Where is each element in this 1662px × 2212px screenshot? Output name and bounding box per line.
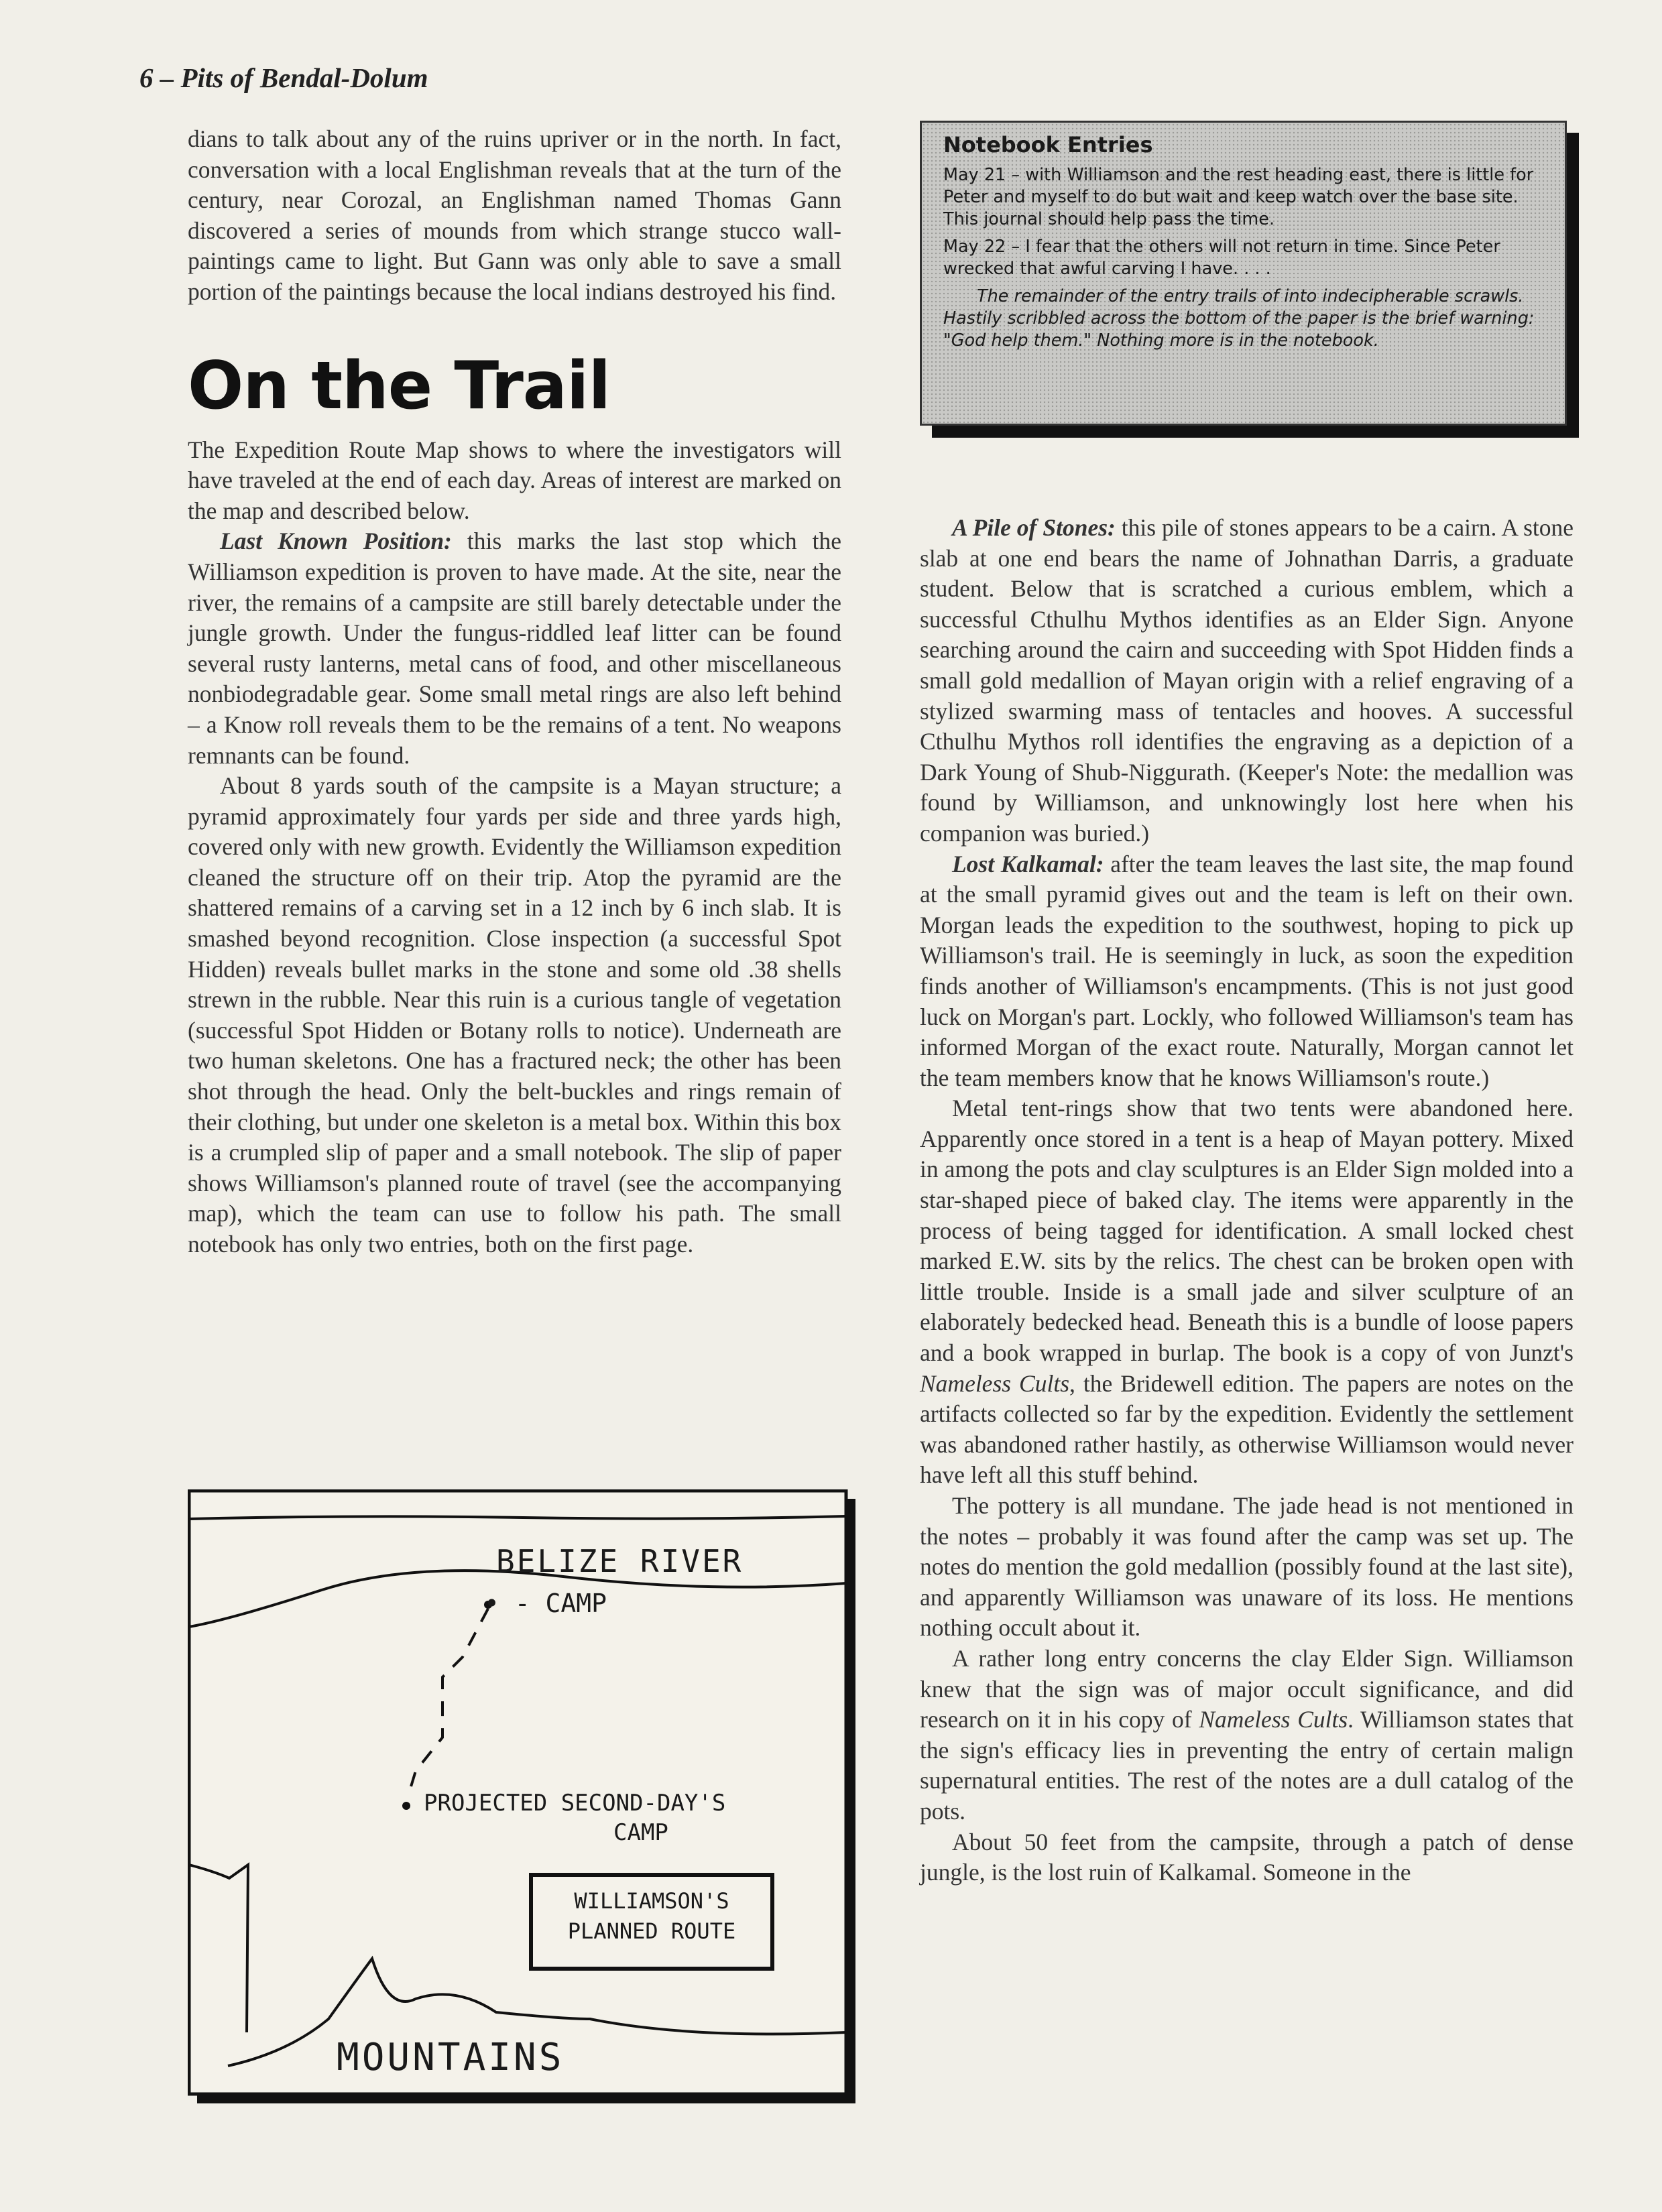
- pottery-paragraph: The pottery is all mundane. The jade head is not mentioned in the notes – probably it was found after the camp was set up. The notes do mention the gold medallion (possibly found at the last site), and apparently Williamson was unaware of its loss. He mentions nothing occult about it.: [920, 1492, 1574, 1642]
- notebook-note: The remainder of the entry trails of into indecipherable scrawls. Hastily scribbled across the bottom of the paper is the brief warning: "God help them." Nothing more is in the notebook.: [943, 286, 1535, 351]
- projected-camp-label-line2: CAMP: [613, 1819, 668, 1846]
- pile-of-stones-text: this pile of stones appears to be a cairn. A stone slab at one end bears the name of Johnathan Darris, a graduate student. Below that is scratched a curious emblem, which a successful Cthulhu Mythos identifies as an Elder Sign. Anyone searching around the cairn and succeeding with Spot Hidden finds a small gold medallion of Mayan origin with a relief engraving of a stylized swarming mass of tentacles and hooves. A successful Cthulhu Mythos roll identifies the engraving as a depiction of a Dark Young of Shub-Niggurath. (Keeper's Note: the medallion was found by Williamson, and unknowingly lost here when his companion was buried.): [920, 514, 1574, 847]
- lost-kalkamal-paragraph: [920, 849, 1574, 1094]
- second-camp-marker: [402, 1802, 410, 1810]
- left-column: [188, 124, 841, 1260]
- nameless-cults-title-2: Nameless Cults: [1199, 1706, 1348, 1733]
- pile-of-stones-paragraph: [920, 513, 1574, 849]
- route-label-line1: WILLIAMSON'S: [574, 1888, 729, 1914]
- metal-tent-text-after: , the Bridewell edition. The papers are notes on the artifacts collected so far by the expedition. Evidently the settlement was abandoned rather hastily, as otherwise Williamson would never have left all this stuff behind.: [920, 1369, 1574, 1489]
- section-title: On the Trail: [188, 347, 611, 424]
- last-known-text: this marks the last stop which the Williamson expedition is proven to have made. At the site, near the river, the remains of a campsite are still barely detectable under the jungle growth. Under the fungus-riddled leaf litter can be found several rusty lanterns, metal cans of food, and other miscellaneous nonbiodegradable gear. Some small metal rings are also left behind – a Know roll reveals them to be the remains of a tent. No weapons remnants can be found.: [188, 528, 841, 769]
- notebook-entry-2: May 22 – I fear that the others will not return in time. Since Peter wrecked that awful carving I have. . . .: [943, 237, 1500, 279]
- last-known-paragraph: [188, 526, 841, 771]
- notebook-entry-1: May 21 – with Williamson and the rest heading east, there is little for Peter and myself to do but wait and keep watch over the base site. This journal should help pass the time.: [943, 165, 1534, 229]
- lost-kalkamal-text: after the team leaves the last site, the map found at the small pyramid gives out and the team is left on their own. Morgan leads the expedition to the southwest, hoping to pick up Williamson's trail. He is seemingly in luck, as soon the expedition finds another of Williamson's encampments. (This is not just good luck on Morgan's part. Lockly, who followed Williamson's team has informed Morgan of the exact route. Naturally, Morgan cannot let the team members know that he knows Williamson's route.): [920, 850, 1574, 1091]
- river-label: BELIZE RIVER: [496, 1543, 744, 1579]
- elder-sign-text-after: . Williamson states that the sign's efficacy lies in preventing the entry of certain malign supernatural entities. The rest of the notes are a dull catalog of the pots.: [920, 1706, 1574, 1825]
- elder-sign-text-before: A rather long entry concerns the clay Elder Sign. Williamson knew that the sign was of major occult significance, and did research on it in his copy of: [920, 1644, 1574, 1733]
- route-paragraph: The Expedition Route Map shows to where the investigators will have traveled at the end of each day. Areas of interest are marked on the map and described below.: [188, 436, 841, 524]
- right-column: [920, 513, 1574, 1888]
- route-label-line2: PLANNED ROUTE: [567, 1918, 736, 1944]
- metal-tent-text-before: Metal tent-rings show that two tents were abandoned here. Apparently once stored in a tent is a heap of Mayan pottery. Mixed in among the pots and clay sculptures is an Elder Sign molded into a star-shaped piece of baked clay. The items were apparently in the process of being tagged for identification. A small locked chest marked E.W. sits by the relics. The chest can be broken open with little trouble. Inside is a small jade and silver sculpture of an elaborately bedecked head. Beneath this is a bundle of loose papers and a book wrapped in burlap. The book is a copy of von Junzt's: [920, 1095, 1574, 1367]
- page-header: 6 – Pits of Bendal-Dolum: [139, 62, 428, 93]
- intro-paragraph: dians to talk about any of the ruins upriver or in the north. In fact, conversation with a local Englishman reveals that at the turn of the century, near Corozal, an Englishman named Thomas Gann discovered a series of mounds from which strange stucco wall-paintings came to light. But Gann was only able to save a small portion of the paintings because the local indians destroyed his find.: [188, 125, 841, 305]
- camp-label: • - CAMP: [484, 1589, 607, 1618]
- last-paragraph: About 50 feet from the campsite, through a patch of dense jungle, is the lost ruin of Kalkamal. Someone in the: [920, 1828, 1574, 1886]
- notebook-panel: [920, 121, 1567, 426]
- pyramid-paragraph: About 8 yards south of the campsite is a Mayan structure; a pyramid approximately four yards per side and three yards high, covered only with new growth. Evidently the Williamson expedition cleaned the structure off on their trip. Atop the pyramid are the shattered remains of a carving set in a 12 inch by 6 inch slab. It is smashed beyond recognition. Close inspection (a successful Spot Hidden) reveals bullet marks in the stone and some old .38 shells strewn in the rubble. Near this ruin is a curious tangle of vegetation (successful Spot Hidden or Botany rolls to notice). Underneath are two human skeletons. One has a fractured neck; the other has been shot through the head. Only the belt-buckles and rings remain of their clothing, but under one skeleton is a metal box. Within this box is a crumpled slip of paper and a small notebook. The slip of paper shows Williamson's planned route of travel (see the accompanying map), which the team can use to follow his path. The small notebook has only two entries, both on the first page.: [188, 772, 841, 1257]
- notebook-title: Notebook Entries: [943, 132, 1153, 158]
- elder-sign-paragraph: [920, 1644, 1574, 1827]
- mountains-label: MOUNTAINS: [337, 2036, 565, 2079]
- metal-tent-paragraph: [920, 1093, 1574, 1491]
- projected-camp-label-line1: PROJECTED SECOND-DAY'S: [424, 1790, 726, 1817]
- route-map: [188, 1489, 858, 2106]
- last-known-lead: Last Known Position:: [220, 528, 452, 555]
- notebook-entries-box: [920, 121, 1567, 426]
- lost-kalkamal-lead: Lost Kalkamal:: [952, 850, 1104, 877]
- nameless-cults-title: Nameless Cults: [920, 1369, 1070, 1397]
- pile-of-stones-lead: A Pile of Stones:: [952, 514, 1116, 541]
